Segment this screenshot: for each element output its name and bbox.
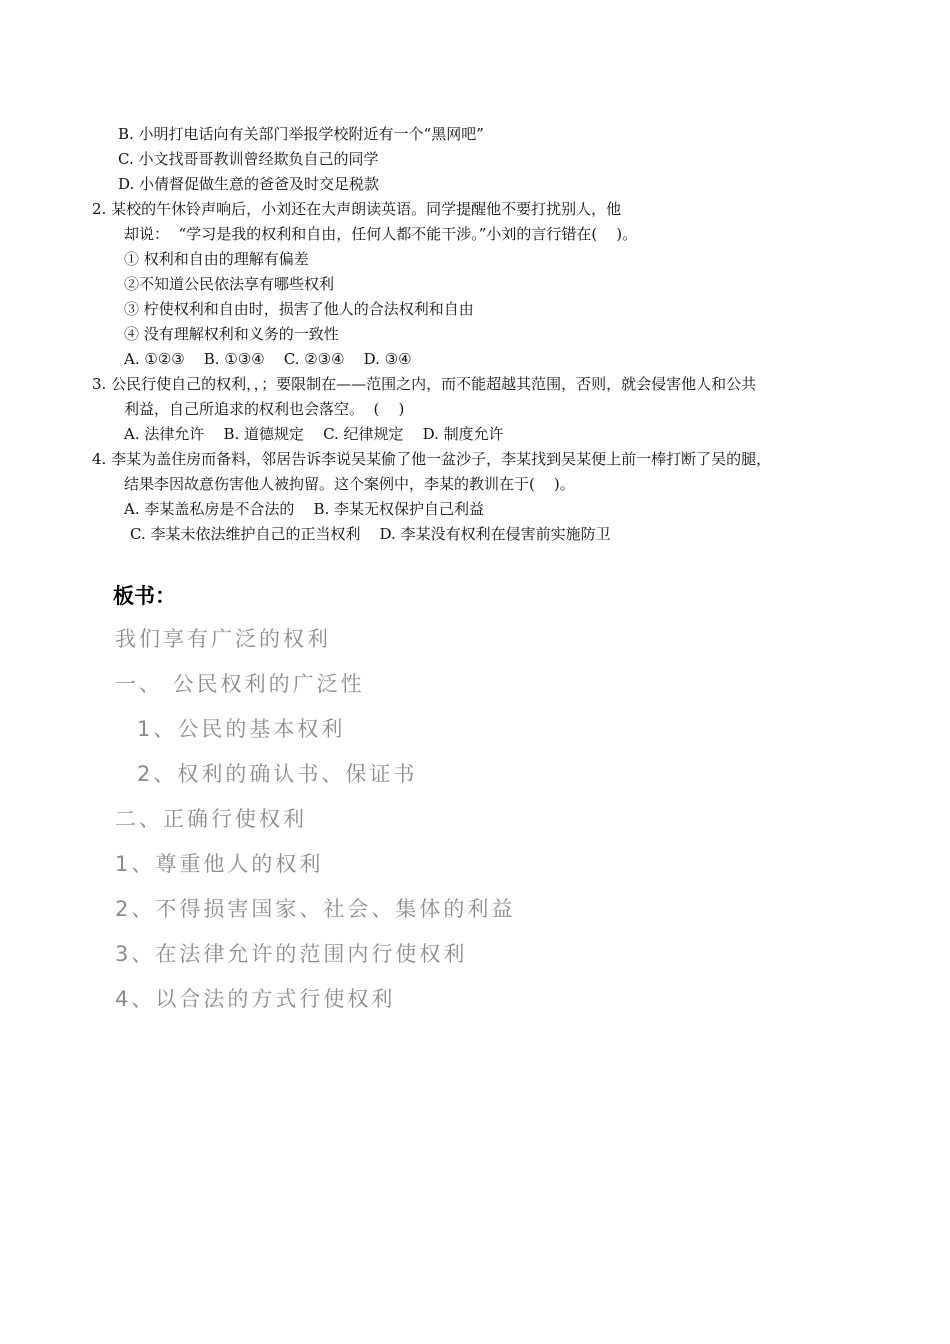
q4-stem-line2: 结果李因故意伤害他人被拘留。这个案例中，李某的教训在于( )。 <box>124 475 575 493</box>
board-line-2-3: 3、在法律允许的范围内行使权利 <box>115 942 468 966</box>
board-line-heading: 我们享有广泛的权利 <box>115 627 331 651</box>
q2-options: A. ①②③ B. ①③④ C. ②③④ D. ③④ <box>124 350 412 368</box>
board-line-2-1: 1、尊重他人的权利 <box>115 852 324 876</box>
q1-option-d: D. 小倩督促做生意的爸爸及时交足税款 <box>118 175 380 193</box>
board-line-1-1: 1、公民的基本权利 <box>137 717 346 741</box>
q4-options-cd: C. 李某未依法维护自己的正当权利 D. 李某没有权利在侵害前实施防卫 <box>130 525 611 543</box>
board-line-1-2: 2、权利的确认书、保证书 <box>137 762 418 786</box>
q1-option-c: C. 小文找哥哥教训曾经欺负自己的同学 <box>118 150 379 168</box>
board-line-section-2: 二、正确行使权利 <box>115 807 307 831</box>
q2-item-3: ③ 柠使权利和自由时，损害了他人的合法权利和自由 <box>124 300 474 318</box>
q4-stem-line1: 4. 李某为盖住房而备料，邻居告诉李说吴某偷了他一盆沙子，李某找到吴某便上前一棒打断了吴的腿， <box>92 450 772 468</box>
board-line-2-2: 2、不得损害国家、社会、集体的利益 <box>115 897 516 921</box>
board-title: 板书： <box>113 584 176 608</box>
q2-item-2: ②不知道公民依法享有哪些权利 <box>124 275 335 293</box>
q2-stem-line2: 却说： “学习是我的权利和自由，任何人都不能干涉。”小刘的言行错在( )。 <box>124 225 638 243</box>
q2-stem-line1: 2. 某校的午休铃声响后，小刘还在大声朗读英语。同学提醒他不要打扰别人，他 <box>92 200 622 218</box>
q1-option-b: B. 小明打电话向有关部门举报学校附近有一个“黑网吧” <box>118 125 484 143</box>
q3-stem-line2: 利益，自己所追求的权利也会落空。 ( ) <box>124 400 405 418</box>
q4-options-ab: A. 李某盖私房是不合法的 B. 李某无权保护自己利益 <box>124 500 485 518</box>
board-line-section-1: 一、 公民权利的广泛性 <box>115 672 365 696</box>
q3-stem-line1: 3. 公民行使自己的权利，，；要限制在——范围之内，而不能超越其范围，否则，就会侵害他人和公共 <box>92 375 757 393</box>
q2-item-1: ① 权利和自由的理解有偏差 <box>124 250 309 268</box>
q3-options: A. 法律允许 B. 道德规定 C. 纪律规定 D. 制度允许 <box>124 425 504 443</box>
board-line-2-4: 4、以合法的方式行使权利 <box>115 987 396 1011</box>
q2-item-4: ④ 没有理解权利和义务的一致性 <box>124 325 339 343</box>
